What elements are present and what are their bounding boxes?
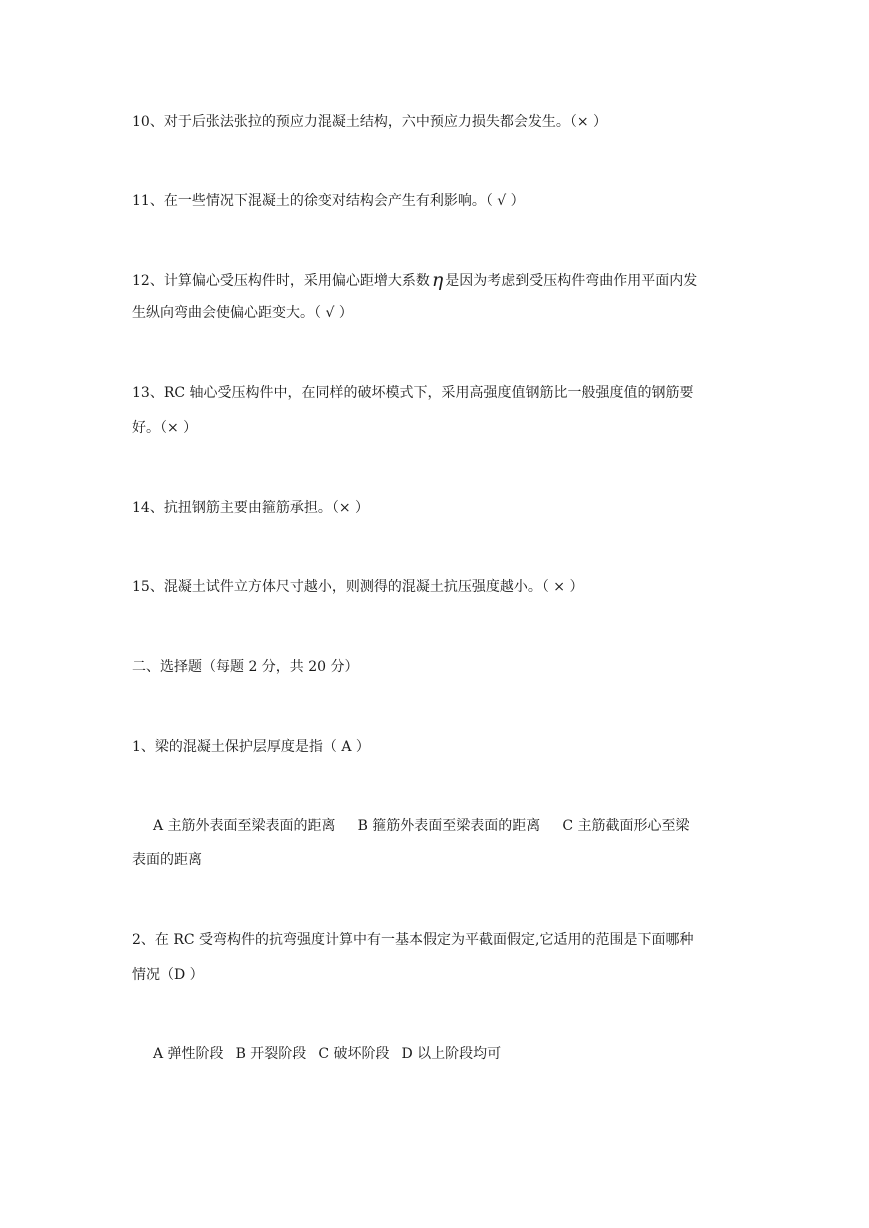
- question-10: [132, 112, 607, 132]
- question-12-line2: [132, 303, 353, 323]
- choice-2-options: [153, 1044, 501, 1064]
- answer-mark: （× ）: [331, 500, 370, 516]
- option-c: C 破坏阶段: [318, 1046, 390, 1062]
- answer-mark: （ √ ）: [314, 305, 353, 321]
- section-heading: 二、选择题（每题 2 分，共 20 分）: [132, 659, 359, 675]
- eta-symbol: η: [431, 269, 444, 291]
- choice-1-options: [153, 816, 689, 836]
- option-d: D 以上阶段均可: [401, 1046, 502, 1062]
- option-a: A 弹性阶段: [153, 1046, 224, 1062]
- question-text: 12、计算偏心受压构件时，采用偏心距增大系数: [132, 273, 430, 289]
- answer-mark: （ A ）: [322, 739, 370, 755]
- question-text-cont: 是因为考虑到受压构件弯曲作用平面内发: [445, 273, 698, 289]
- choice-question-2-line2: [132, 965, 204, 985]
- choice-1-options-cont: 表面的距离: [132, 852, 202, 868]
- question-text: 11、在一些情况下混凝土的徐变对结构会产生有利影响。: [132, 193, 486, 209]
- choice-question-2: [132, 930, 694, 950]
- question-text: 好。: [132, 420, 160, 436]
- question-text: 10、对于后张法张拉的预应力混凝土结构，六中预应力损失都会发生。: [132, 114, 570, 130]
- question-15: [132, 577, 583, 597]
- question-text: 2、在 RC 受弯构件的抗弯强度计算中有一基本假定为平截面假定,它适用的范围是下面哪种: [132, 932, 694, 948]
- option-a: A 主筋外表面至梁表面的距离: [153, 818, 336, 834]
- question-text: 13、RC 轴心受压构件中，在同样的破坏模式下，采用高强度值钢筋比一般强度值的钢筋要: [132, 385, 694, 401]
- question-text: 情况: [132, 967, 160, 983]
- option-b: B 箍筋外表面至梁表面的距离: [357, 818, 541, 834]
- question-text: 15、混凝土试件立方体尺寸越小，则测得的混凝土抗压强度越小。: [132, 579, 542, 595]
- option-b: B 开裂阶段: [235, 1046, 307, 1062]
- question-14: [132, 498, 369, 518]
- question-11: [132, 191, 525, 211]
- question-text: 1、梁的混凝土保护层厚度是指: [132, 739, 323, 755]
- answer-mark: （× ）: [160, 420, 198, 436]
- question-text: 生纵向弯曲会使偏心距变大。: [132, 305, 314, 321]
- option-c: C 主筋截面形心至梁: [562, 818, 690, 834]
- answer-mark: （D ）: [160, 967, 204, 983]
- answer-mark: （ √ ）: [485, 193, 525, 209]
- answer-mark: （× ）: [569, 114, 608, 130]
- choice-question-1: [132, 737, 370, 757]
- question-13: [132, 383, 694, 403]
- question-text: 14、抗扭钢筋主要由箍筋承担。: [132, 500, 332, 516]
- answer-mark: （ × ）: [541, 579, 584, 595]
- question-12: [132, 269, 697, 291]
- question-13-line2: [132, 418, 197, 438]
